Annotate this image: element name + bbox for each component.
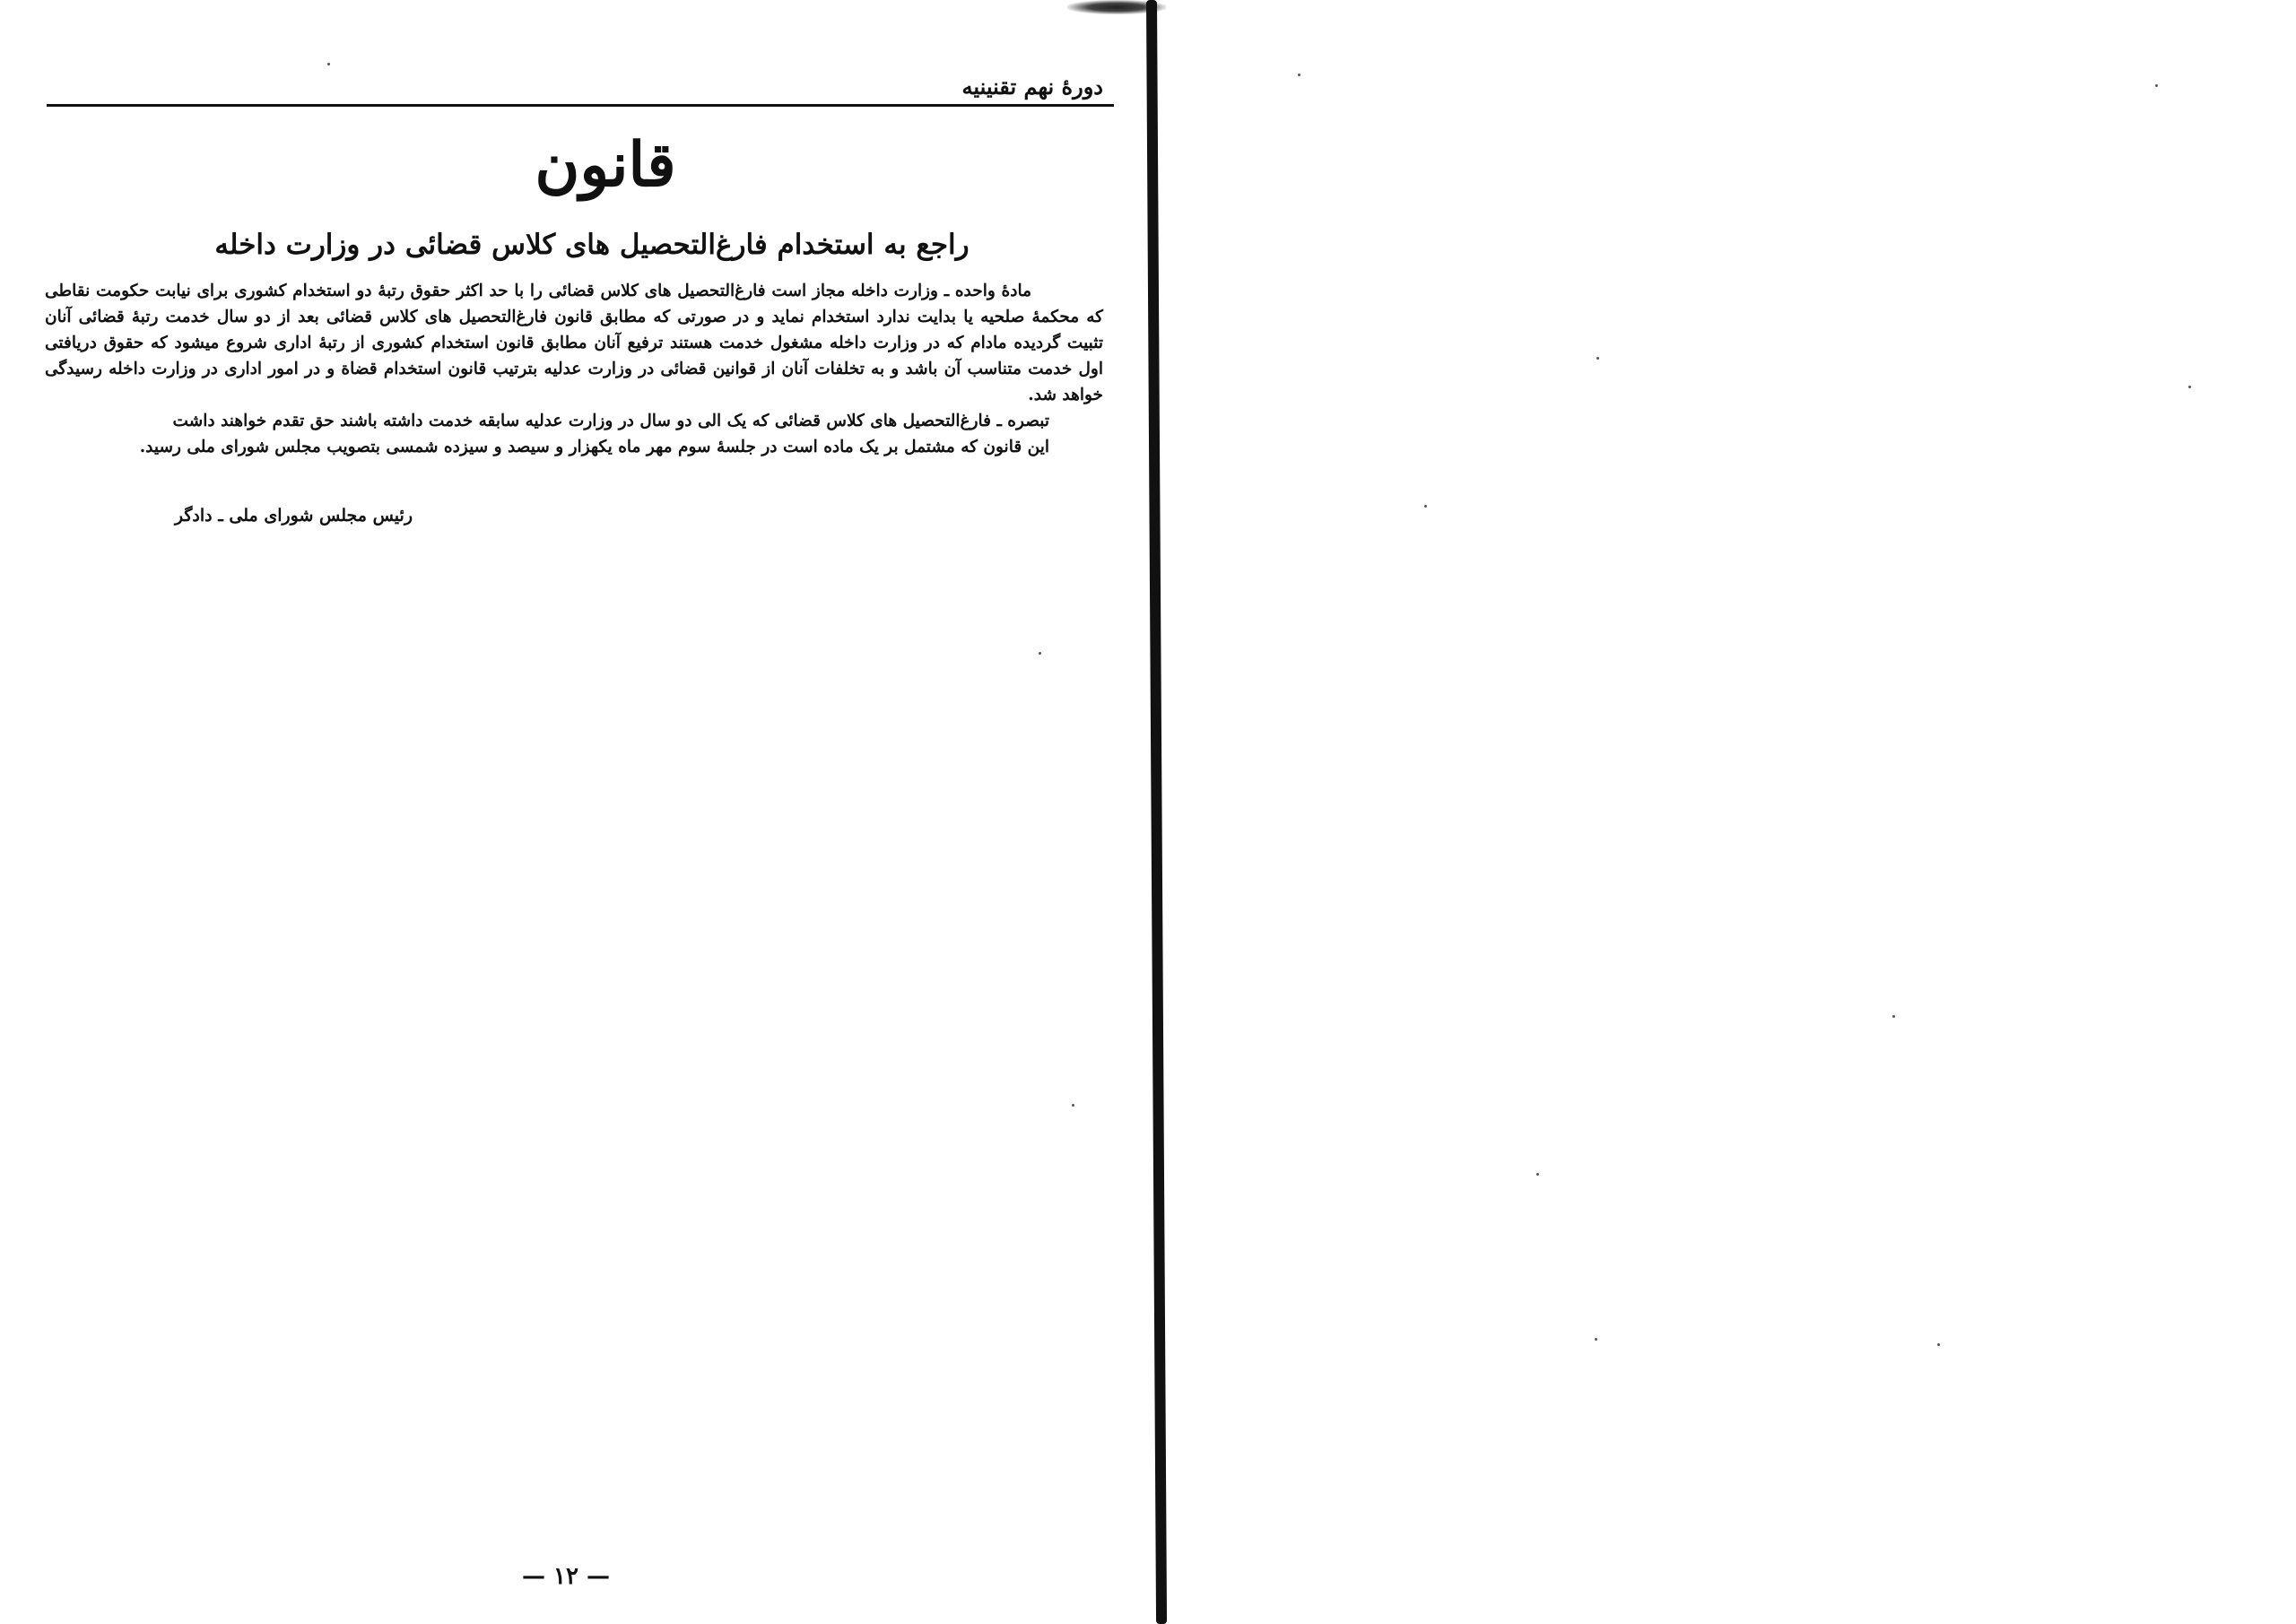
scan-speck [1298, 74, 1300, 76]
scan-speck [1039, 652, 1041, 655]
page-number: — ۱۲ — [522, 1563, 611, 1590]
approval-paragraph: این قانون که مشتمل بر یک ماده است در جلسهٔ سوم مهر ماه یکهزار و سیصد و سیزده شمسی بتصویب مجلس شورای ملی رسید. [139, 438, 1049, 456]
scan-speck [2188, 386, 2191, 388]
note-paragraph: تبصره ـ فارغ‌التحصیل های کلاس قضائی که یک الی دو سال در وزارت عدلیه سابقه خدمت داشته باشند حق تقدم خواهند داشت [172, 412, 1049, 430]
scan-speck [1596, 357, 1599, 360]
law-subtitle: راجع به استخدام فارغ‌التحصیل های کلاس قضائی در وزارت داخله [214, 229, 970, 261]
signature-line: رئیس مجلس شورای ملی ـ دادگر [174, 506, 413, 525]
running-head: دورهٔ نهم تقنینیه [961, 74, 1103, 100]
scan-speck [1424, 505, 1427, 508]
left-page [36, 54, 1112, 1614]
scan-speck [1892, 1015, 1895, 1018]
scan-speck [1536, 1173, 1539, 1176]
header-rule [47, 104, 1114, 107]
law-body [45, 278, 1103, 460]
single-article-paragraph: مادهٔ واحده ـ وزارت داخله مجاز است فارغ‌التحصیل های کلاس قضائی را با حد اکثر حقوق رتبهٔ دو استخدام کشوری برای نیابت حکومت نقاطی که محکمهٔ صلحیه یا بدایت ندارد استخدام نماید و در صورتی که مطابق قانون فارغ‌التحصیل های کلاس قضائی بعد از دو سال خدمت رتبهٔ قضائی آنان تثبیت گردیده مادام که در وزارت داخله مشغول خدمت هستند ترفیع آنان مطابق قانون استخدام کشوری از رتبهٔ اداری شروع میشود که حقوق دریافتی اول خدمت متناسب آن باشد و به تخلفات آنان از قوانین قضائی در وزارت عدلیه بترتیب قانون استخدام قضاة و در امور اداری در وزارت داخله رسیدگی خواهد شد. [45, 282, 1103, 404]
scan-speck [1937, 1343, 1940, 1346]
law-title: قانون [535, 129, 676, 201]
scan-speck [1072, 1104, 1074, 1107]
scan-speck [2155, 84, 2158, 87]
scan-speck [1595, 1338, 1597, 1341]
scan-speck [327, 63, 330, 65]
binding-fold-line [1146, 0, 1167, 1624]
